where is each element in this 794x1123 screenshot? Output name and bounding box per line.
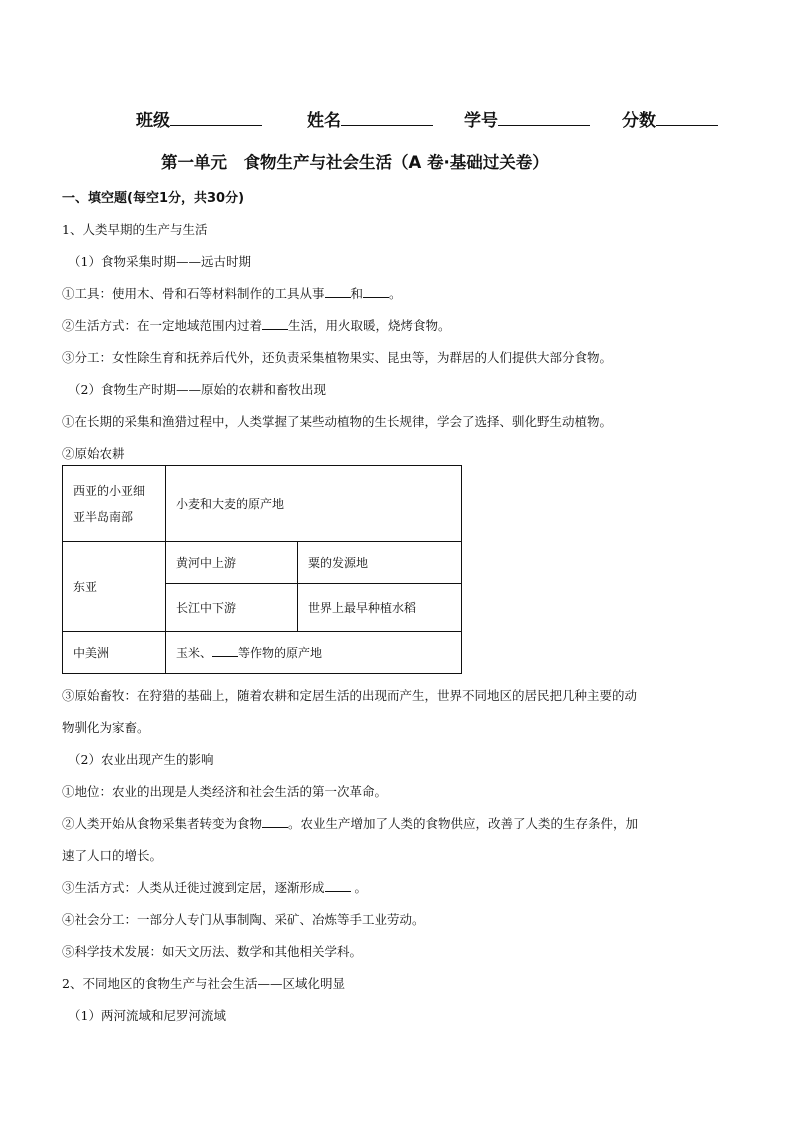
table-cell-region: 东亚 bbox=[63, 542, 166, 632]
table-row bbox=[63, 542, 462, 584]
fill-blank[interactable] bbox=[262, 815, 288, 828]
fill-blank[interactable] bbox=[212, 645, 238, 657]
question-1-heading: 1、人类早期的生产与生活 bbox=[62, 222, 208, 237]
question-2-heading: 2、不同地区的食物生产与社会生活——区域化明显 bbox=[62, 976, 345, 991]
fill-blank[interactable] bbox=[262, 317, 288, 330]
line-status: ①地位：农业的出现是人类经济和社会生活的第一次革命。 bbox=[62, 784, 388, 799]
fill-blank[interactable] bbox=[363, 285, 389, 298]
table-cell-region: 西亚的小亚细亚半岛南部 bbox=[63, 466, 166, 542]
part-2-heading: （2）食物生产时期——原始的农耕和畜牧出现 bbox=[68, 382, 326, 397]
class-field bbox=[136, 106, 262, 131]
line-producer-text-a: ②人类开始从食物采集者转变为食物 bbox=[62, 816, 263, 831]
table-row bbox=[63, 632, 462, 674]
table-row bbox=[63, 466, 462, 542]
table-cell-desc: 小麦和大麦的原产地 bbox=[166, 466, 462, 542]
table-cell-desc-b: 等作物的原产地 bbox=[238, 646, 323, 660]
line-producer-text-b: 。农业生产增加了人类的食物供应，改善了人类的生存条件，加 bbox=[288, 816, 639, 831]
line-division: ③分工：女性除生育和抚养后代外，还负责采集植物果实、昆虫等，为群居的人们提供大部分食物。 bbox=[62, 350, 613, 365]
table-cell-desc: 粟的发源地 bbox=[298, 542, 462, 584]
class-label: 班级 bbox=[136, 111, 170, 131]
line-settlement-text-b: 。 bbox=[354, 880, 368, 895]
part-1-heading: （1）食物采集时期——远古时期 bbox=[68, 254, 251, 269]
class-blank[interactable] bbox=[170, 109, 262, 126]
line-tools-text-c: 。 bbox=[389, 286, 402, 301]
farming-origins-table bbox=[62, 465, 462, 674]
section-heading: 一、填空题(每空1分，共30分) bbox=[62, 191, 245, 206]
line-lifestyle bbox=[62, 316, 451, 334]
table-cell-desc-a: 玉米、 bbox=[176, 646, 213, 660]
fill-blank[interactable] bbox=[325, 879, 351, 892]
line-producer bbox=[62, 814, 638, 832]
line-tools-text-b: 和 bbox=[350, 286, 364, 301]
fill-blank[interactable] bbox=[325, 285, 351, 298]
student-id-blank[interactable] bbox=[498, 109, 590, 126]
score-field bbox=[622, 106, 718, 131]
line-domestication: ①在长期的采集和渔猎过程中，人类掌握了某些动植物的生长规律，学会了选择、驯化野生动植物。 bbox=[62, 414, 613, 429]
table-cell-desc bbox=[166, 632, 462, 674]
table-cell-region: 中美洲 bbox=[63, 632, 166, 674]
name-label: 姓名 bbox=[307, 111, 341, 131]
line-tools-text-a: ①工具：使用木、骨和石等材料制作的工具从事 bbox=[62, 286, 325, 301]
name-blank[interactable] bbox=[341, 109, 433, 126]
line-science: ⑤科学技术发展：如天文历法、数学和其他相关学科。 bbox=[62, 944, 363, 959]
line-producer-cont: 速了人口的增长。 bbox=[62, 848, 163, 863]
part-4-heading: （1）两河流域和尼罗河流域 bbox=[68, 1008, 226, 1023]
line-social-division: ④社会分工：一部分人专门从事制陶、采矿、冶炼等手工业劳动。 bbox=[62, 912, 425, 927]
table-cell-subregion: 长江中下游 bbox=[166, 584, 298, 632]
score-label: 分数 bbox=[622, 111, 656, 131]
line-lifestyle-text-a: ②生活方式：在一定地域范围内过着 bbox=[62, 318, 263, 333]
line-herding-1: ③原始畜牧：在狩猎的基础上，随着农耕和定居生活的出现而产生，世界不同地区的居民把几种主要的动 bbox=[62, 688, 638, 703]
line-tools bbox=[62, 284, 402, 302]
score-blank[interactable] bbox=[656, 109, 718, 126]
line-herding-2: 物驯化为家畜。 bbox=[62, 720, 150, 735]
line-primitive-farming: ②原始农耕 bbox=[62, 446, 125, 461]
line-settlement-text-a: ③生活方式：人类从迁徙过渡到定居，逐渐形成 bbox=[62, 880, 325, 895]
table-cell-desc: 世界上最早种植水稻 bbox=[298, 584, 462, 632]
page-title: 第一单元 食物生产与社会生活（A 卷·基础过关卷） bbox=[161, 153, 549, 172]
line-lifestyle-text-b: 生活，用火取暖，烧烤食物。 bbox=[288, 318, 451, 333]
part-3-heading: （2）农业出现产生的影响 bbox=[68, 752, 214, 767]
student-id-field bbox=[464, 106, 590, 131]
line-settlement bbox=[62, 878, 367, 896]
table-cell-subregion: 黄河中上游 bbox=[166, 542, 298, 584]
student-id-label: 学号 bbox=[464, 111, 498, 131]
name-field bbox=[307, 106, 433, 131]
